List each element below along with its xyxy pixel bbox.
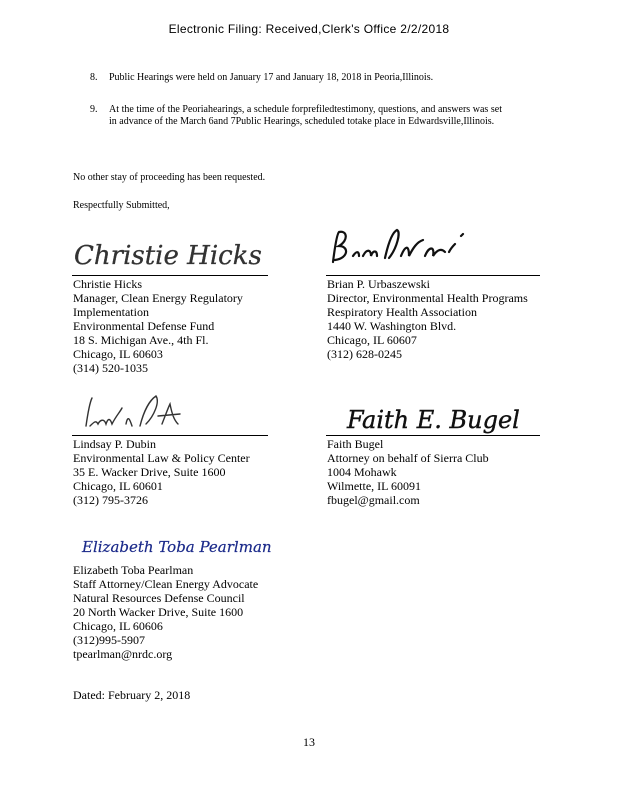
signatory-phone: (312)995-5907 — [73, 633, 145, 647]
paragraph-number: 8. — [90, 72, 98, 83]
signature-christie-hicks — [72, 232, 262, 274]
signatory-address: 20 North Wacker Drive, Suite 1600 — [73, 605, 244, 619]
signature-line — [326, 435, 540, 436]
paragraph-9 — [90, 104, 502, 128]
signatory-address: 1440 W. Washington Blvd. — [327, 319, 457, 333]
signatory-name: Lindsay P. Dubin — [73, 437, 157, 451]
signatory-name: Elizabeth Toba Pearlman — [73, 563, 194, 577]
filing-header: Electronic Filing: Received,Clerk's Office 2/2/2018 — [168, 22, 450, 36]
signatory-phone: (312) 795-3726 — [73, 493, 148, 507]
signatory-brian-urbaszewski — [327, 277, 540, 361]
signatory-christie-hicks — [73, 277, 273, 375]
signatory-address: 35 E. Wacker Drive, Suite 1600 — [73, 465, 226, 479]
signature-elizabeth-pearlman — [80, 528, 270, 562]
signatory-title: Attorney on behalf of Sierra Club — [327, 451, 489, 465]
signature-faith-bugel — [345, 398, 520, 438]
signatory-address: 1004 Mohawk — [327, 465, 397, 479]
signature-line — [326, 275, 540, 276]
signatory-address: 18 S. Michigan Ave., 4th Fl. — [73, 333, 209, 347]
signature-brian-urbaszewski — [327, 222, 477, 272]
dated-line: Dated: February 2, 2018 — [73, 688, 191, 702]
no-other-stay-text: No other stay of proceeding has been requested. — [73, 172, 266, 183]
signatory-phone: (312) 628-0245 — [327, 347, 402, 361]
signature-line — [72, 435, 268, 436]
signatory-title: Manager, Clean Energy Regulatory — [73, 291, 243, 305]
signatory-title-cont: Implementation — [73, 305, 149, 319]
signature-lindsay-dubin — [80, 390, 190, 436]
signatory-city: Chicago, IL 60603 — [73, 347, 163, 361]
signatory-faith-bugel — [327, 437, 540, 507]
signatory-org: Environmental Law & Policy Center — [73, 451, 250, 465]
respectfully-submitted: Respectfully Submitted, — [73, 200, 170, 211]
paragraph-text: Public Hearings were held on January 17 and January 18, 2018 in Peoria,Illinois. — [109, 72, 434, 83]
paragraph-8 — [90, 72, 502, 84]
page-number: 13 — [303, 735, 315, 749]
signatory-email: tpearlman@nrdc.org — [73, 647, 173, 661]
signatory-org: Environmental Defense Fund — [73, 319, 215, 333]
signatory-name: Christie Hicks — [73, 277, 142, 291]
svg-text:Faith E. Bugel: Faith E. Bugel — [347, 406, 520, 434]
signatory-elizabeth-pearlman — [73, 563, 268, 661]
signatory-name: Faith Bugel — [327, 437, 384, 451]
signatory-city: Chicago, IL 60601 — [73, 479, 163, 493]
paragraph-number: 9. — [90, 104, 98, 115]
signatory-org: Respiratory Health Association — [327, 305, 477, 319]
signature-line — [72, 275, 268, 276]
signatory-phone: (314) 520-1035 — [73, 361, 148, 375]
signatory-email: fbugel@gmail.com — [327, 493, 420, 507]
signatory-name: Brian P. Urbaszewski — [327, 277, 430, 291]
signatory-title: Director, Environmental Health Programs — [327, 291, 528, 305]
signatory-city: Chicago, IL 60606 — [73, 619, 163, 633]
signatory-city: Chicago, IL 60607 — [327, 333, 417, 347]
svg-text:Christie Hicks: Christie Hicks — [74, 241, 262, 271]
svg-text:Elizabeth Toba Pearlman: Elizabeth Toba Pearlman — [82, 538, 272, 556]
signatory-org: Natural Resources Defense Council — [73, 591, 245, 605]
signatory-city: Wilmette, IL 60091 — [327, 479, 422, 493]
paragraph-text: At the time of the Peoriahearings, a schedule forprefiledtestimony, questions, and answers was set in advance of the March 6and 7Public Hearings, scheduled totake place in Edwardsville,Illinois. — [109, 104, 502, 127]
signatory-lindsay-dubin — [73, 437, 268, 507]
signatory-title: Staff Attorney/Clean Energy Advocate — [73, 577, 259, 591]
